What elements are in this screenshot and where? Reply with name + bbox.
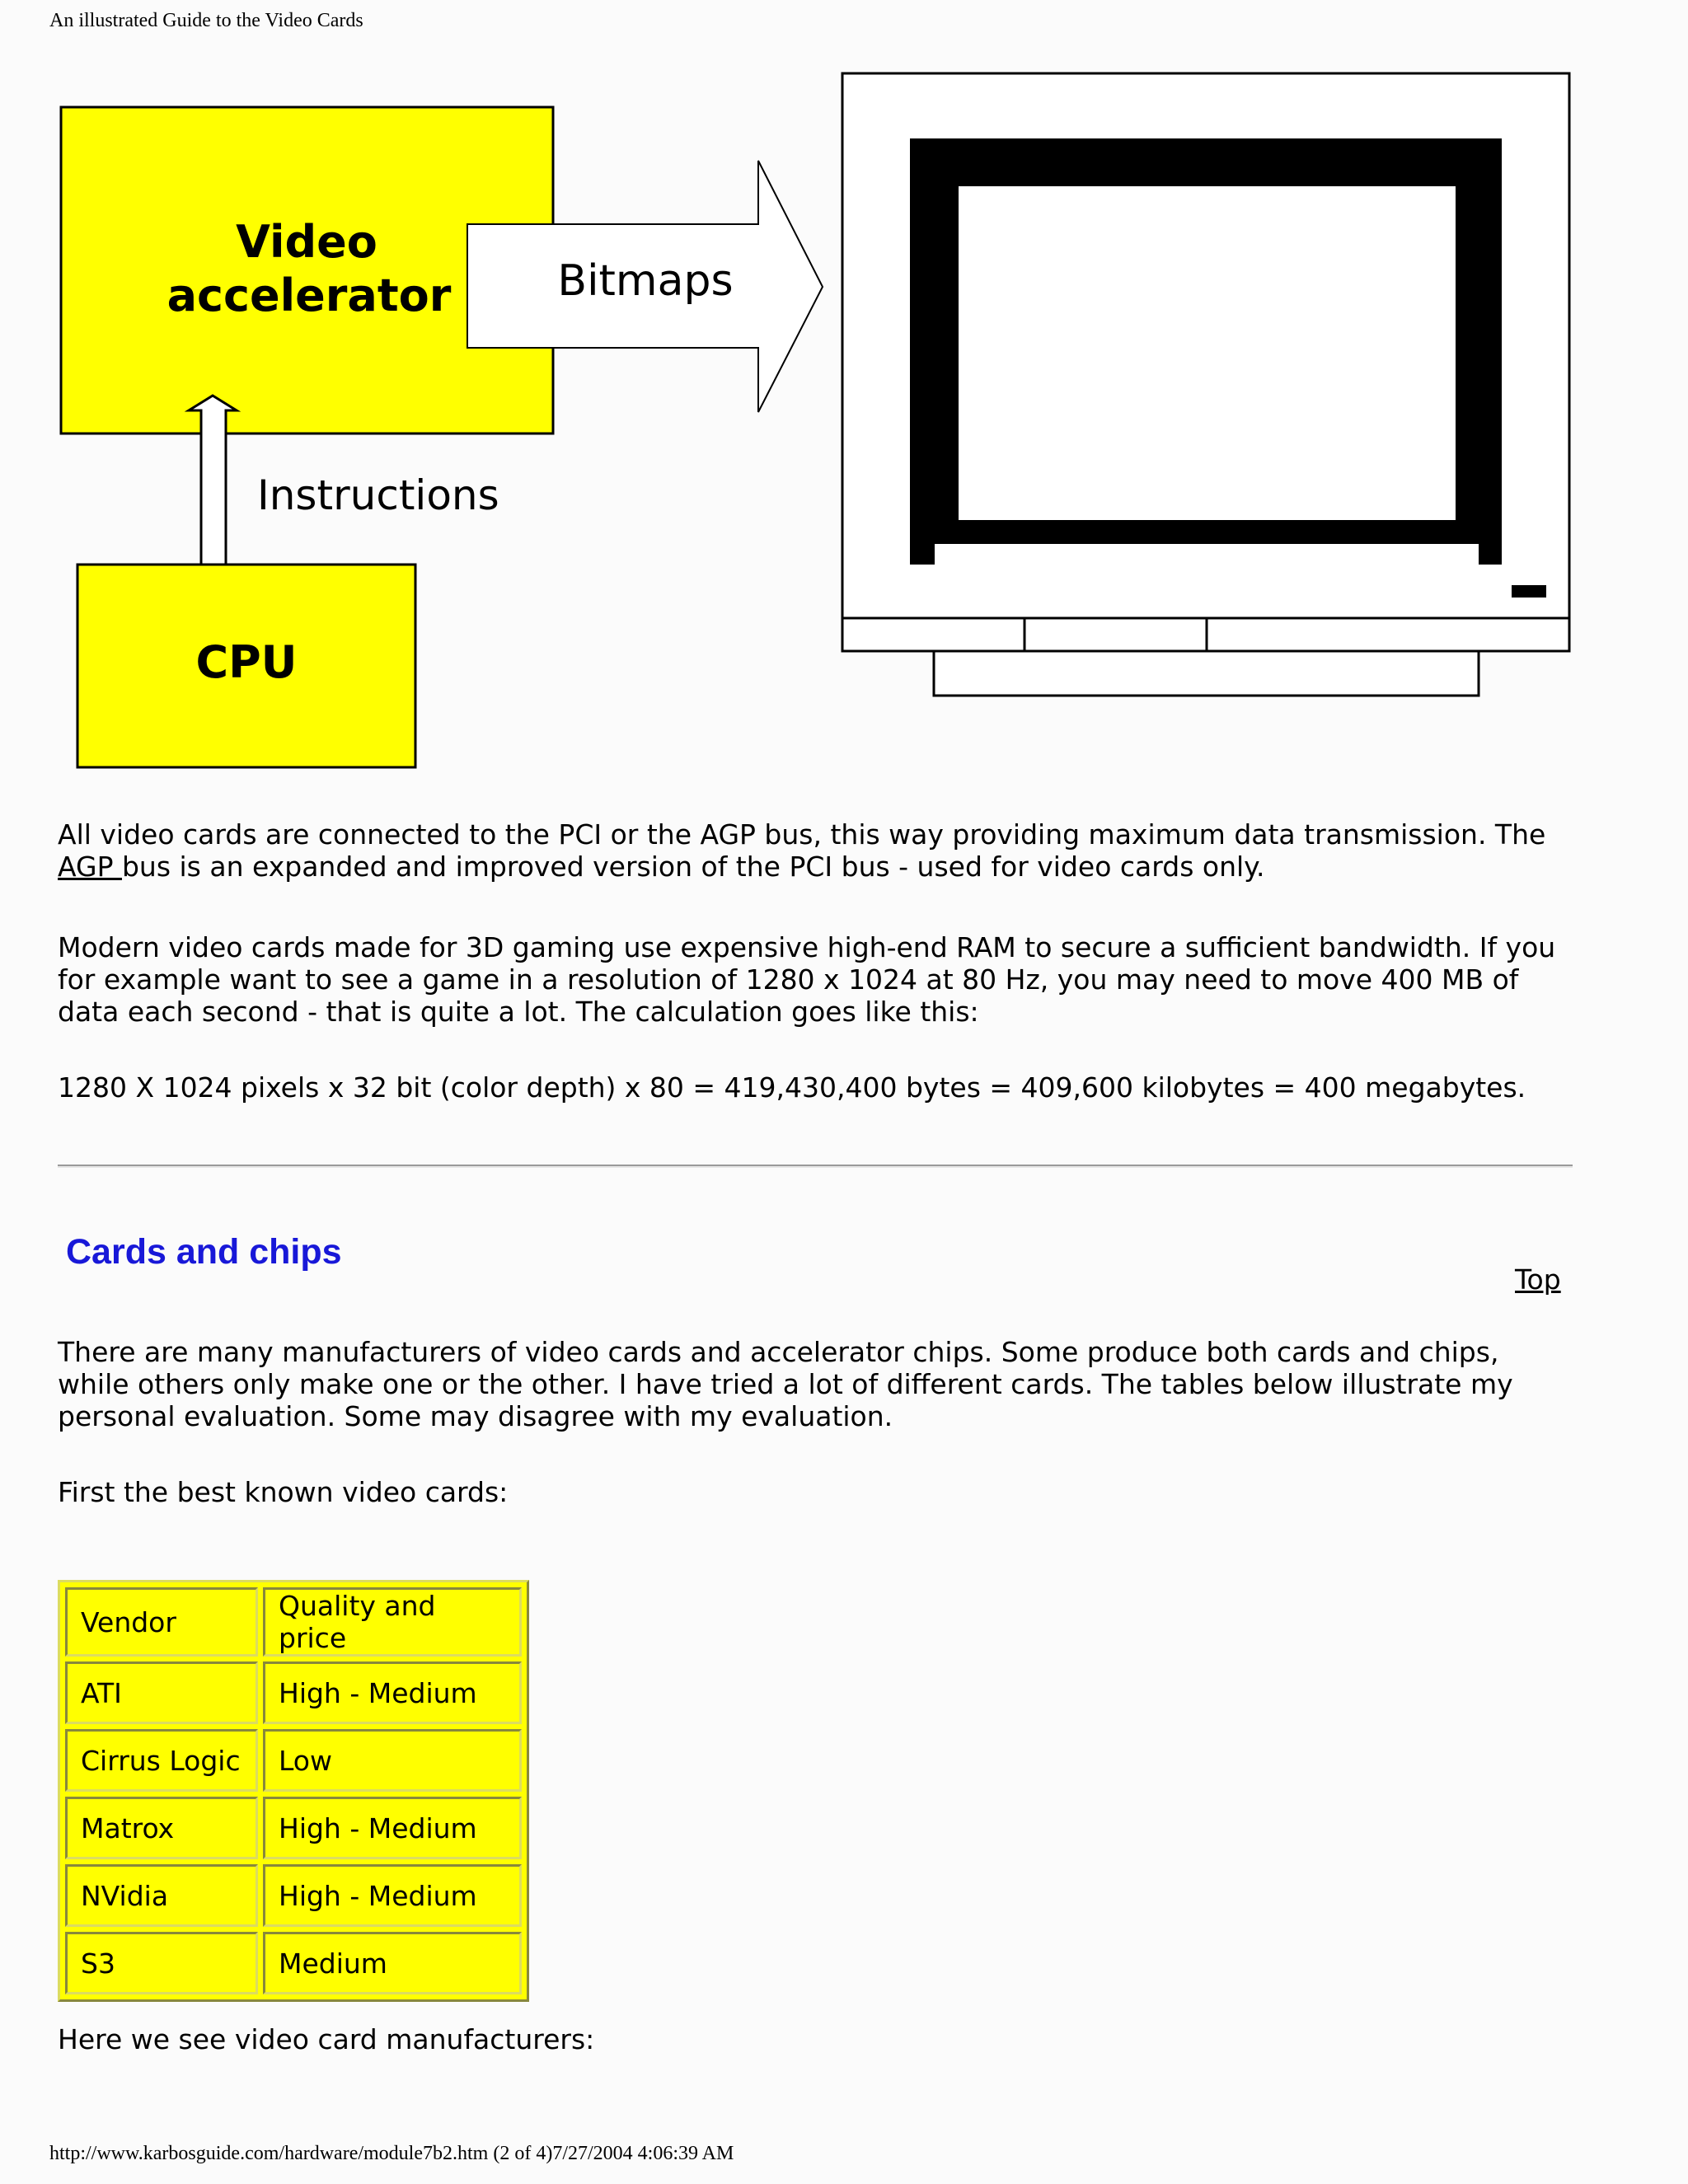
- paragraph-best-known: First the best known video cards:: [58, 1476, 509, 1508]
- paragraph-bus-text-b: bus is an expanded and improved version of the PCI bus - used for video cards only.: [121, 851, 1265, 883]
- table-cell-quality: Low: [263, 1729, 522, 1792]
- page-header: An illustrated Guide to the Video Cards: [49, 10, 363, 31]
- paragraph-bandwidth: Modern video cards made for 3D gaming use expensive high-end RAM to secure a sufficient bandwidth. If you for example want to see a game in a resolution of 1280 x 1024 at 80 Hz, you may need to move 400 MB of data each second - that is quite a lot. The calculation goes like this:: [58, 931, 1556, 1028]
- video-accelerator-label-2: accelerator: [166, 269, 452, 321]
- section-title-cards-and-chips: Cards and chips: [66, 1232, 342, 1272]
- table-row: [65, 1864, 522, 1927]
- table-row: [65, 1661, 522, 1724]
- paragraph-calculation: 1280 X 1024 pixels x 32 bit (color depth) x 80 = 419,430,400 bytes = 409,600 kilobytes = 400 megabytes.: [58, 1071, 1526, 1104]
- paragraph-bus: [58, 818, 1574, 883]
- table-header-cell: Quality and price: [263, 1587, 522, 1657]
- table-cell-quality: High - Medium: [263, 1797, 522, 1859]
- table-cell-vendor: S3: [65, 1932, 258, 1994]
- table-cell-vendor: NVidia: [65, 1864, 258, 1927]
- bitmaps-label: Bitmaps: [557, 256, 734, 306]
- vendor-quality-table: [58, 1580, 529, 2002]
- table-cell-vendor: Matrox: [65, 1797, 258, 1859]
- table-row: [65, 1932, 522, 1994]
- horizontal-rule: [58, 1165, 1573, 1168]
- cpu-label: CPU: [195, 636, 298, 688]
- instructions-label: Instructions: [257, 471, 499, 519]
- table-row: [65, 1729, 522, 1792]
- agp-link[interactable]: AGP: [58, 851, 122, 883]
- paragraph-bus-text-a: All video cards are connected to the PCI or the AGP bus, this way providing maximum data transmission. The: [58, 818, 1546, 851]
- table-row: [65, 1797, 522, 1859]
- video-pipeline-diagram: [0, 0, 1688, 791]
- paragraph-manufacturers: There are many manufacturers of video cards and accelerator chips. Some produce both cards and chips, while others only make one or the other. I have tried a lot of different cards. The tables below illustrate my personal evaluation. Some may disagree with my evaluation.: [58, 1336, 1513, 1432]
- table-header-cell: Vendor: [65, 1587, 258, 1657]
- paragraph-manufacturers-intro: Here we see video card manufacturers:: [58, 2023, 595, 2055]
- table-cell-quality: Medium: [263, 1932, 522, 1994]
- video-accelerator-label-1: Video: [236, 216, 377, 268]
- table-header-row: [65, 1587, 522, 1657]
- table-cell-vendor: Cirrus Logic: [65, 1729, 258, 1792]
- page-footer: http://www.karbosguide.com/hardware/module7b2.htm (2 of 4)7/27/2004 4:06:39 AM: [49, 2143, 734, 2164]
- monitor-illustration: [842, 73, 1569, 696]
- top-link[interactable]: Top: [1515, 1263, 1561, 1296]
- table-cell-vendor: ATI: [65, 1661, 258, 1724]
- table-cell-quality: High - Medium: [263, 1661, 522, 1724]
- table-cell-quality: High - Medium: [263, 1864, 522, 1927]
